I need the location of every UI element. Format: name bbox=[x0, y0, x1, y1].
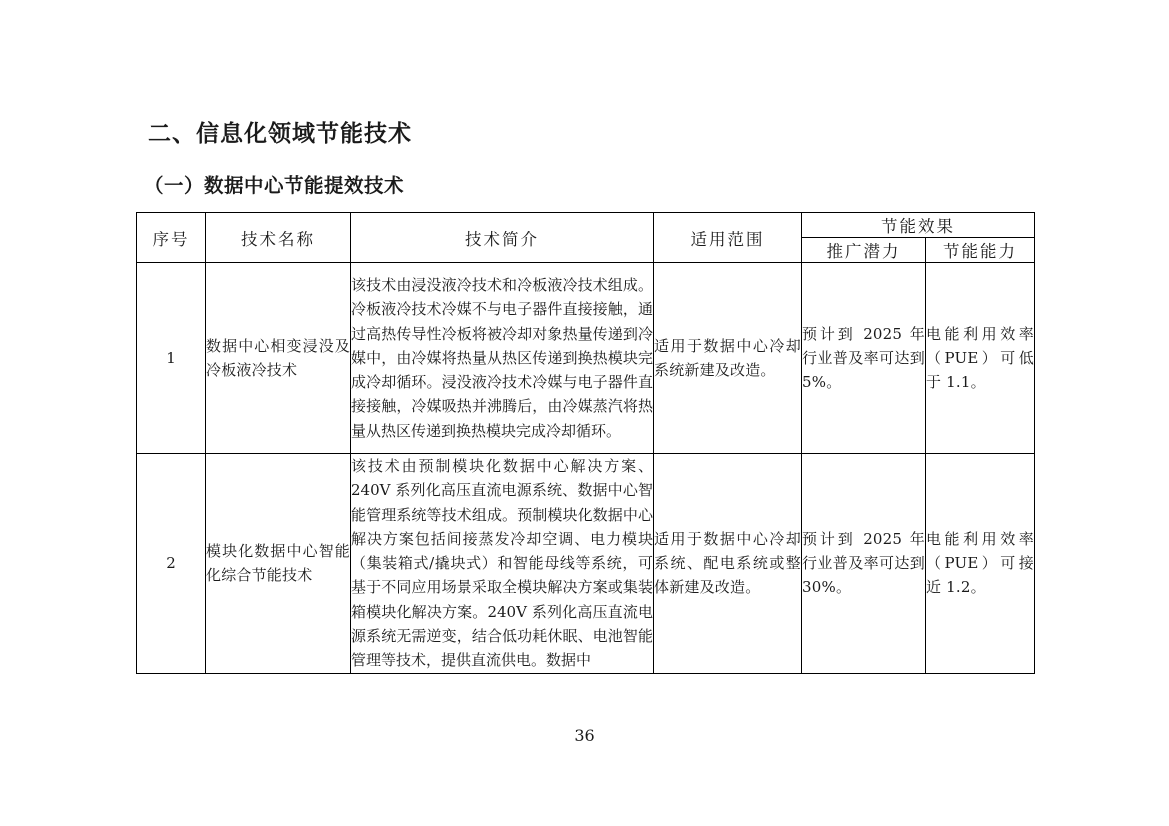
column-header-effect: 节能效果 bbox=[802, 213, 1035, 238]
section-heading: 二、信息化领域节能技术 bbox=[148, 121, 412, 147]
column-header-no: 序号 bbox=[137, 213, 206, 263]
column-header-capability: 节能能力 bbox=[926, 238, 1035, 263]
energy-saving-capability: 电能利用效率（PUE）可接近 1.2。 bbox=[926, 454, 1035, 674]
column-header-scope: 适用范围 bbox=[654, 213, 802, 263]
table-row bbox=[137, 454, 1035, 674]
document-body bbox=[136, 118, 1034, 199]
table-header bbox=[137, 213, 1035, 263]
table-row bbox=[137, 263, 1035, 454]
technology-name: 模块化数据中心智能化综合节能技术 bbox=[206, 454, 351, 674]
page-number: 36 bbox=[574, 726, 595, 745]
table-header-row-1 bbox=[137, 213, 1035, 238]
application-scope: 适用于数据中心冷却系统新建及改造。 bbox=[654, 263, 802, 454]
technology-intro: 该技术由浸没液冷技术和冷板液冷技术组成。冷板液冷技术冷媒不与电子器件直接接触，通过高热传导性冷板将被冷却对象热量传递到冷媒中，由冷媒将热量从热区传递到换热模块完成冷却循环。浸没液冷技术冷媒与电子器件直接接触，冷媒吸热并沸腾后，由冷媒蒸汽将热量从热区传递到换热模块完成冷却循环。 bbox=[351, 263, 654, 454]
column-header-potential: 推广潜力 bbox=[802, 238, 926, 263]
column-header-name: 技术名称 bbox=[206, 213, 351, 263]
row-number: 1 bbox=[137, 263, 206, 454]
subsection-heading: （一）数据中心节能提效技术 bbox=[144, 174, 405, 198]
row-number: 2 bbox=[137, 454, 206, 674]
table-body bbox=[137, 263, 1035, 674]
application-scope: 适用于数据中心冷却系统、配电系统或整体新建及改造。 bbox=[654, 454, 802, 674]
energy-saving-technology-table bbox=[136, 212, 1035, 674]
promotion-potential: 预计到 2025 年行业普及率可达到 5%。 bbox=[802, 263, 926, 454]
promotion-potential: 预计到 2025 年行业普及率可达到 30%。 bbox=[802, 454, 926, 674]
technology-intro: 该技术由预制模块化数据中心解决方案、240V 系列化高压直流电源系统、数据中心智能管理系统等技术组成。预制模块化数据中心解决方案包括间接蒸发冷却空调、电力模块（集装箱式/撬块式）和智能母线等系统，可基于不同应用场景采取全模块解决方案或集装箱模块化解决方案。240V 系列化高压直流电源系统无需逆变，结合低功耗休眠、电池智能管理等技术，提供直流供电。数据中 bbox=[351, 454, 654, 674]
technology-name: 数据中心相变浸没及冷板液冷技术 bbox=[206, 263, 351, 454]
energy-saving-capability: 电能利用效率（PUE）可低于 1.1。 bbox=[926, 263, 1035, 454]
column-header-intro: 技术简介 bbox=[351, 213, 654, 263]
